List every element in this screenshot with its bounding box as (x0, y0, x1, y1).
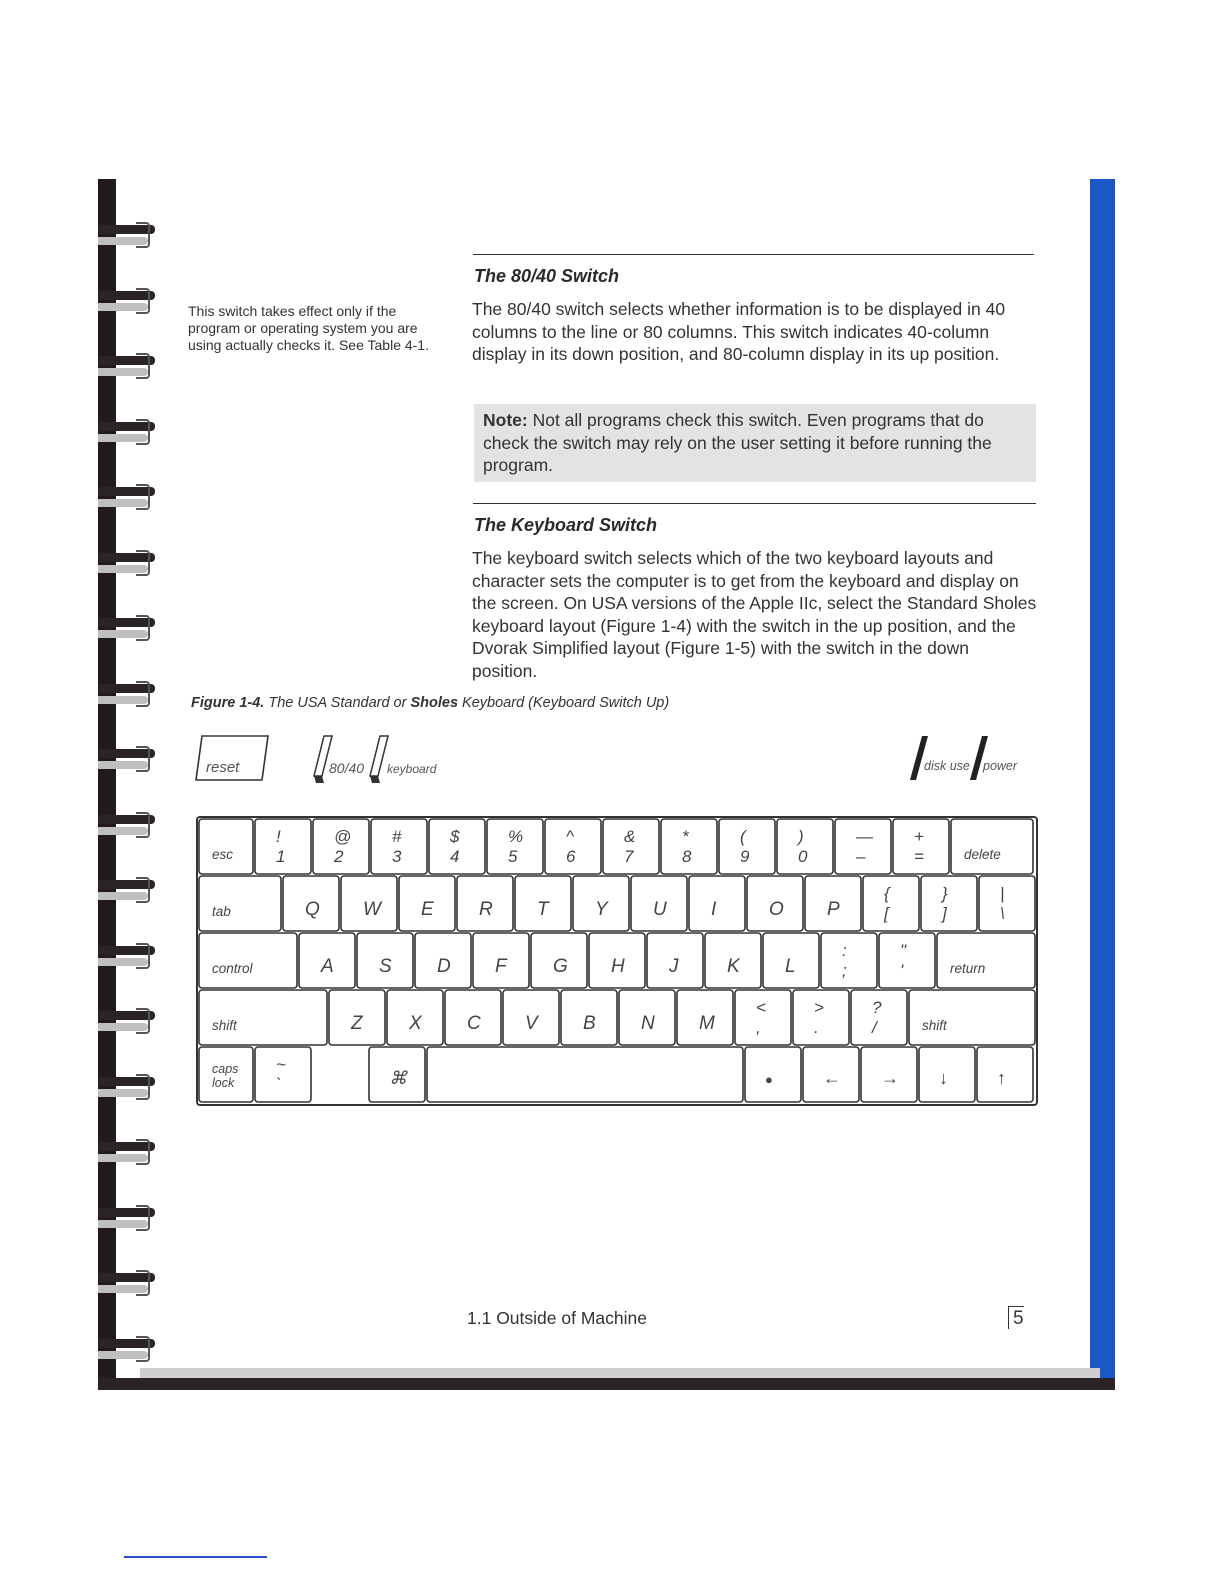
key-shift-legend: ? (872, 998, 882, 1017)
binding-coil (98, 746, 155, 772)
key-legend: control (212, 961, 253, 976)
key-legend: ` (276, 1075, 282, 1094)
key-legend: ' (900, 961, 904, 980)
key-legend: [ (884, 904, 889, 923)
key-0[interactable] (777, 819, 833, 874)
key-shift-legend: < (756, 998, 766, 1017)
key-'-cap (879, 933, 935, 988)
key-q[interactable] (283, 876, 339, 931)
key-3[interactable] (371, 819, 427, 874)
key-legend: M (699, 1013, 715, 1034)
key-legend: S (379, 956, 392, 977)
key-esc[interactable] (199, 819, 253, 874)
key-legend: Y (595, 899, 608, 920)
key-\[interactable] (979, 876, 1035, 931)
key-legend: 4 (450, 847, 460, 866)
key-legend: , (756, 1018, 761, 1037)
key-open-apple[interactable] (369, 1047, 425, 1102)
key-s[interactable] (357, 933, 413, 988)
key-legend: O (769, 899, 784, 920)
key-control[interactable] (199, 933, 297, 988)
key-5[interactable] (487, 819, 543, 874)
key-legend: H (611, 956, 625, 977)
key-legend: A (321, 956, 334, 977)
binding-coil (98, 1074, 155, 1100)
key-shift-legend: # (392, 827, 402, 846)
key-legend: 2 (334, 847, 344, 866)
keyboard-diagram (196, 816, 1042, 1112)
key-legend: 1 (276, 847, 286, 866)
key-legend: 7 (624, 847, 634, 866)
key-legend: R (479, 899, 493, 920)
key-legend: return (950, 961, 986, 976)
key-solid-apple[interactable] (745, 1047, 801, 1102)
key-caps-lock[interactable] (199, 1047, 253, 1102)
key-legend: . (814, 1018, 819, 1037)
key-legend: V (525, 1013, 538, 1034)
key-shift-legend: ! (276, 827, 281, 846)
binding-coil (98, 353, 155, 379)
key-legend: shift (922, 1018, 947, 1033)
key-legend: \ (1000, 904, 1005, 923)
key-shift[interactable] (199, 990, 327, 1045)
key-n[interactable] (619, 990, 675, 1045)
key-b[interactable] (561, 990, 617, 1045)
key-shift-legend: + (914, 827, 924, 846)
binding-coil (98, 1008, 155, 1034)
key-legend: delete (964, 847, 1001, 862)
key-i-cap (689, 876, 745, 931)
key-g[interactable] (531, 933, 587, 988)
key-[[interactable] (863, 876, 919, 931)
reset-label: reset (206, 759, 240, 776)
key-down-icon: ↓ (939, 1068, 948, 1088)
key-right-icon: → (881, 1068, 899, 1088)
key-right[interactable] (861, 1047, 917, 1102)
key-a[interactable] (299, 933, 355, 988)
key-legend: 3 (392, 847, 402, 866)
key-legend: 9 (740, 847, 750, 866)
key-down[interactable] (919, 1047, 975, 1102)
section-heading-80-40: The 80/40 Switch (474, 266, 620, 286)
key-[-cap (863, 876, 919, 931)
key-legend: C (467, 1013, 481, 1034)
key-legend: Q (305, 899, 320, 920)
key-legend: Z (351, 1013, 363, 1034)
key-.[interactable] (793, 990, 849, 1045)
key-][interactable] (921, 876, 977, 931)
key-legend: X (409, 1013, 422, 1034)
binding-coil (98, 1205, 155, 1231)
key-e[interactable] (399, 876, 455, 931)
note-text (483, 409, 1031, 477)
key-t[interactable] (515, 876, 571, 931)
page-number: 5 (1008, 1306, 1024, 1329)
key-shift-legend: ~ (276, 1055, 286, 1074)
key-/[interactable] (851, 990, 907, 1045)
key-legend: I (711, 899, 717, 920)
key-'[interactable] (879, 933, 935, 988)
key-up-icon: ↑ (997, 1068, 1006, 1088)
key-legend: esc (212, 847, 234, 862)
key-c[interactable] (445, 990, 501, 1045)
key-return[interactable] (937, 933, 1035, 988)
key-,[interactable] (735, 990, 791, 1045)
key-legend: = (914, 847, 924, 866)
key-shift-legend: | (1000, 884, 1005, 903)
key-legend: 0 (798, 847, 808, 866)
footer-section-title: 1.1 Outside of Machine (467, 1308, 647, 1328)
key-w[interactable] (341, 876, 397, 931)
key-4[interactable] (429, 819, 485, 874)
key-shift-legend: { (884, 884, 890, 903)
key-\-cap (979, 876, 1035, 931)
key-shift-legend: * (682, 827, 689, 846)
key-legend: shift (212, 1018, 237, 1033)
key-legend: J (669, 956, 679, 977)
key-i[interactable] (689, 876, 745, 931)
key-legend: D (437, 956, 451, 977)
figure-caption: Figure 1-4. The USA Standard or Sholes Keyboard (Keyboard Switch Up) (191, 695, 670, 711)
key-legend: ; (842, 961, 847, 980)
key-;-cap (821, 933, 877, 988)
binding-coil (98, 550, 155, 576)
switch-panel (190, 728, 1030, 788)
note-body: Not all programs check this switch. Even programs that do check the switch may rely on the user setting it before running the program. (483, 410, 992, 475)
key-shift-legend: & (624, 827, 636, 846)
key-k[interactable] (705, 933, 761, 988)
key-left-icon: ← (823, 1068, 841, 1088)
key-shift[interactable] (909, 990, 1035, 1045)
key-shift-legend: % (508, 827, 524, 846)
key-legend: P (827, 899, 840, 920)
key-legend: 6 (566, 847, 576, 866)
page-bottom-edge (98, 1378, 1115, 1390)
key-z[interactable] (329, 990, 385, 1045)
key-shift-legend: " (900, 941, 907, 960)
key-6[interactable] (545, 819, 601, 874)
binding-coil (98, 1270, 155, 1296)
section-rule (473, 254, 1034, 255)
key-`[interactable] (255, 1047, 311, 1102)
binding-coil (98, 681, 155, 707)
key-7[interactable] (603, 819, 659, 874)
section-paragraph-80-40: The 80/40 switch selects whether information is to be displayed in 40 columns to the line or 80 columns. This switch indicates 40-column display in its down position, and 80-column display in its up position. (472, 299, 1006, 364)
key-d[interactable] (415, 933, 471, 988)
binding-coil (98, 484, 155, 510)
key-legend: G (553, 956, 568, 977)
power-label: power (983, 759, 1018, 773)
disk-use-label: disk use (924, 759, 970, 773)
key-m[interactable] (677, 990, 733, 1045)
key-legend: B (583, 1013, 596, 1034)
key-legend: E (421, 899, 434, 920)
note-label: Note: (483, 410, 528, 430)
key-legend: 8 (682, 847, 692, 866)
key-shift-legend: > (814, 998, 824, 1017)
key-y[interactable] (573, 876, 629, 931)
section-paragraph-keyboard: The keyboard switch selects which of the two keyboard layouts and character sets the computer is to get from the keyboard and display on the screen. On USA versions of the Apple IIc, select the Standard Sholes keyboard layout (Figure 1-4) with the switch in the up position, and the Dvorak Simplified layout (Figure 1-5) with the switch in the down position. (472, 548, 1037, 681)
key-u[interactable] (631, 876, 687, 931)
key-legend: F (495, 956, 507, 977)
disk-use-light-icon (910, 736, 928, 780)
key-h[interactable] (589, 933, 645, 988)
key-]-cap (921, 876, 977, 931)
key-legend: K (727, 956, 740, 977)
key-shift-legend: : (842, 941, 847, 960)
key-space[interactable] (427, 1047, 743, 1102)
key-legend: W (363, 899, 381, 920)
key-=[interactable] (893, 819, 949, 874)
key-legend: / (872, 1018, 877, 1037)
key-up[interactable] (977, 1047, 1033, 1102)
blue-backing-edge (1090, 179, 1115, 1382)
key-legend: N (641, 1013, 655, 1034)
key-p[interactable] (805, 876, 861, 931)
key-legend: L (785, 956, 796, 977)
key-shift-legend: } (942, 884, 948, 903)
binding-coil (98, 615, 155, 641)
key-;[interactable] (821, 933, 877, 988)
key-shift-legend: ) (798, 827, 804, 846)
key-9[interactable] (719, 819, 775, 874)
section-heading-keyboard: The Keyboard Switch (474, 515, 658, 535)
key-f[interactable] (473, 933, 529, 988)
key-tab[interactable] (199, 876, 281, 931)
key-x[interactable] (387, 990, 443, 1045)
key-shift-legend: — (856, 827, 873, 846)
switch-keyboard-icon (370, 736, 388, 776)
key-r[interactable] (457, 876, 513, 931)
binding-coil (98, 877, 155, 903)
key-shift-legend: $ (450, 827, 460, 846)
key-solid-apple-cap (745, 1047, 801, 1102)
key-legend: T (537, 899, 549, 920)
key-shift-legend: @ (334, 827, 352, 846)
underline-mark (124, 1556, 267, 1558)
key-solid-apple-icon: ● (765, 1072, 773, 1087)
margin-note: This switch takes effect only if the program or operating system you are using actually checks it. See Table 4-1. (188, 303, 429, 353)
binding-coil (98, 1336, 155, 1362)
binding-coil (98, 812, 155, 838)
power-light-icon (970, 736, 988, 780)
key-legend: ] (942, 904, 947, 923)
switch-keyboard-label: keyboard (387, 762, 437, 776)
key-2[interactable] (313, 819, 369, 874)
key-legend: – (856, 847, 866, 866)
key-legend: tab (212, 904, 231, 919)
key-legend: caps lock (212, 1062, 239, 1090)
binding-coil (98, 419, 155, 445)
key-l[interactable] (763, 933, 819, 988)
key-delete[interactable] (951, 819, 1033, 874)
key-open-apple-icon: ⌘ (389, 1068, 407, 1088)
page-shadow (140, 1368, 1100, 1378)
key-shift-legend: ^ (566, 827, 574, 846)
key-legend: U (653, 899, 667, 920)
key-shift-legend: ( (740, 827, 746, 846)
key-–[interactable] (835, 819, 891, 874)
binding-coil (98, 222, 155, 248)
binding-coil (98, 1139, 155, 1165)
section-rule (473, 503, 1036, 504)
key-left[interactable] (803, 1047, 859, 1102)
key-space-cap (427, 1047, 743, 1102)
key-v[interactable] (503, 990, 559, 1045)
key-1[interactable] (255, 819, 311, 874)
key-j[interactable] (647, 933, 703, 988)
key-o[interactable] (747, 876, 803, 931)
binding-coil (98, 943, 155, 969)
switch-80-40-label: 80/40 (329, 760, 365, 776)
binding-coil (98, 288, 155, 314)
key-legend: 5 (508, 847, 518, 866)
key-8[interactable] (661, 819, 717, 874)
figure-label: Figure 1-4. (191, 695, 265, 711)
